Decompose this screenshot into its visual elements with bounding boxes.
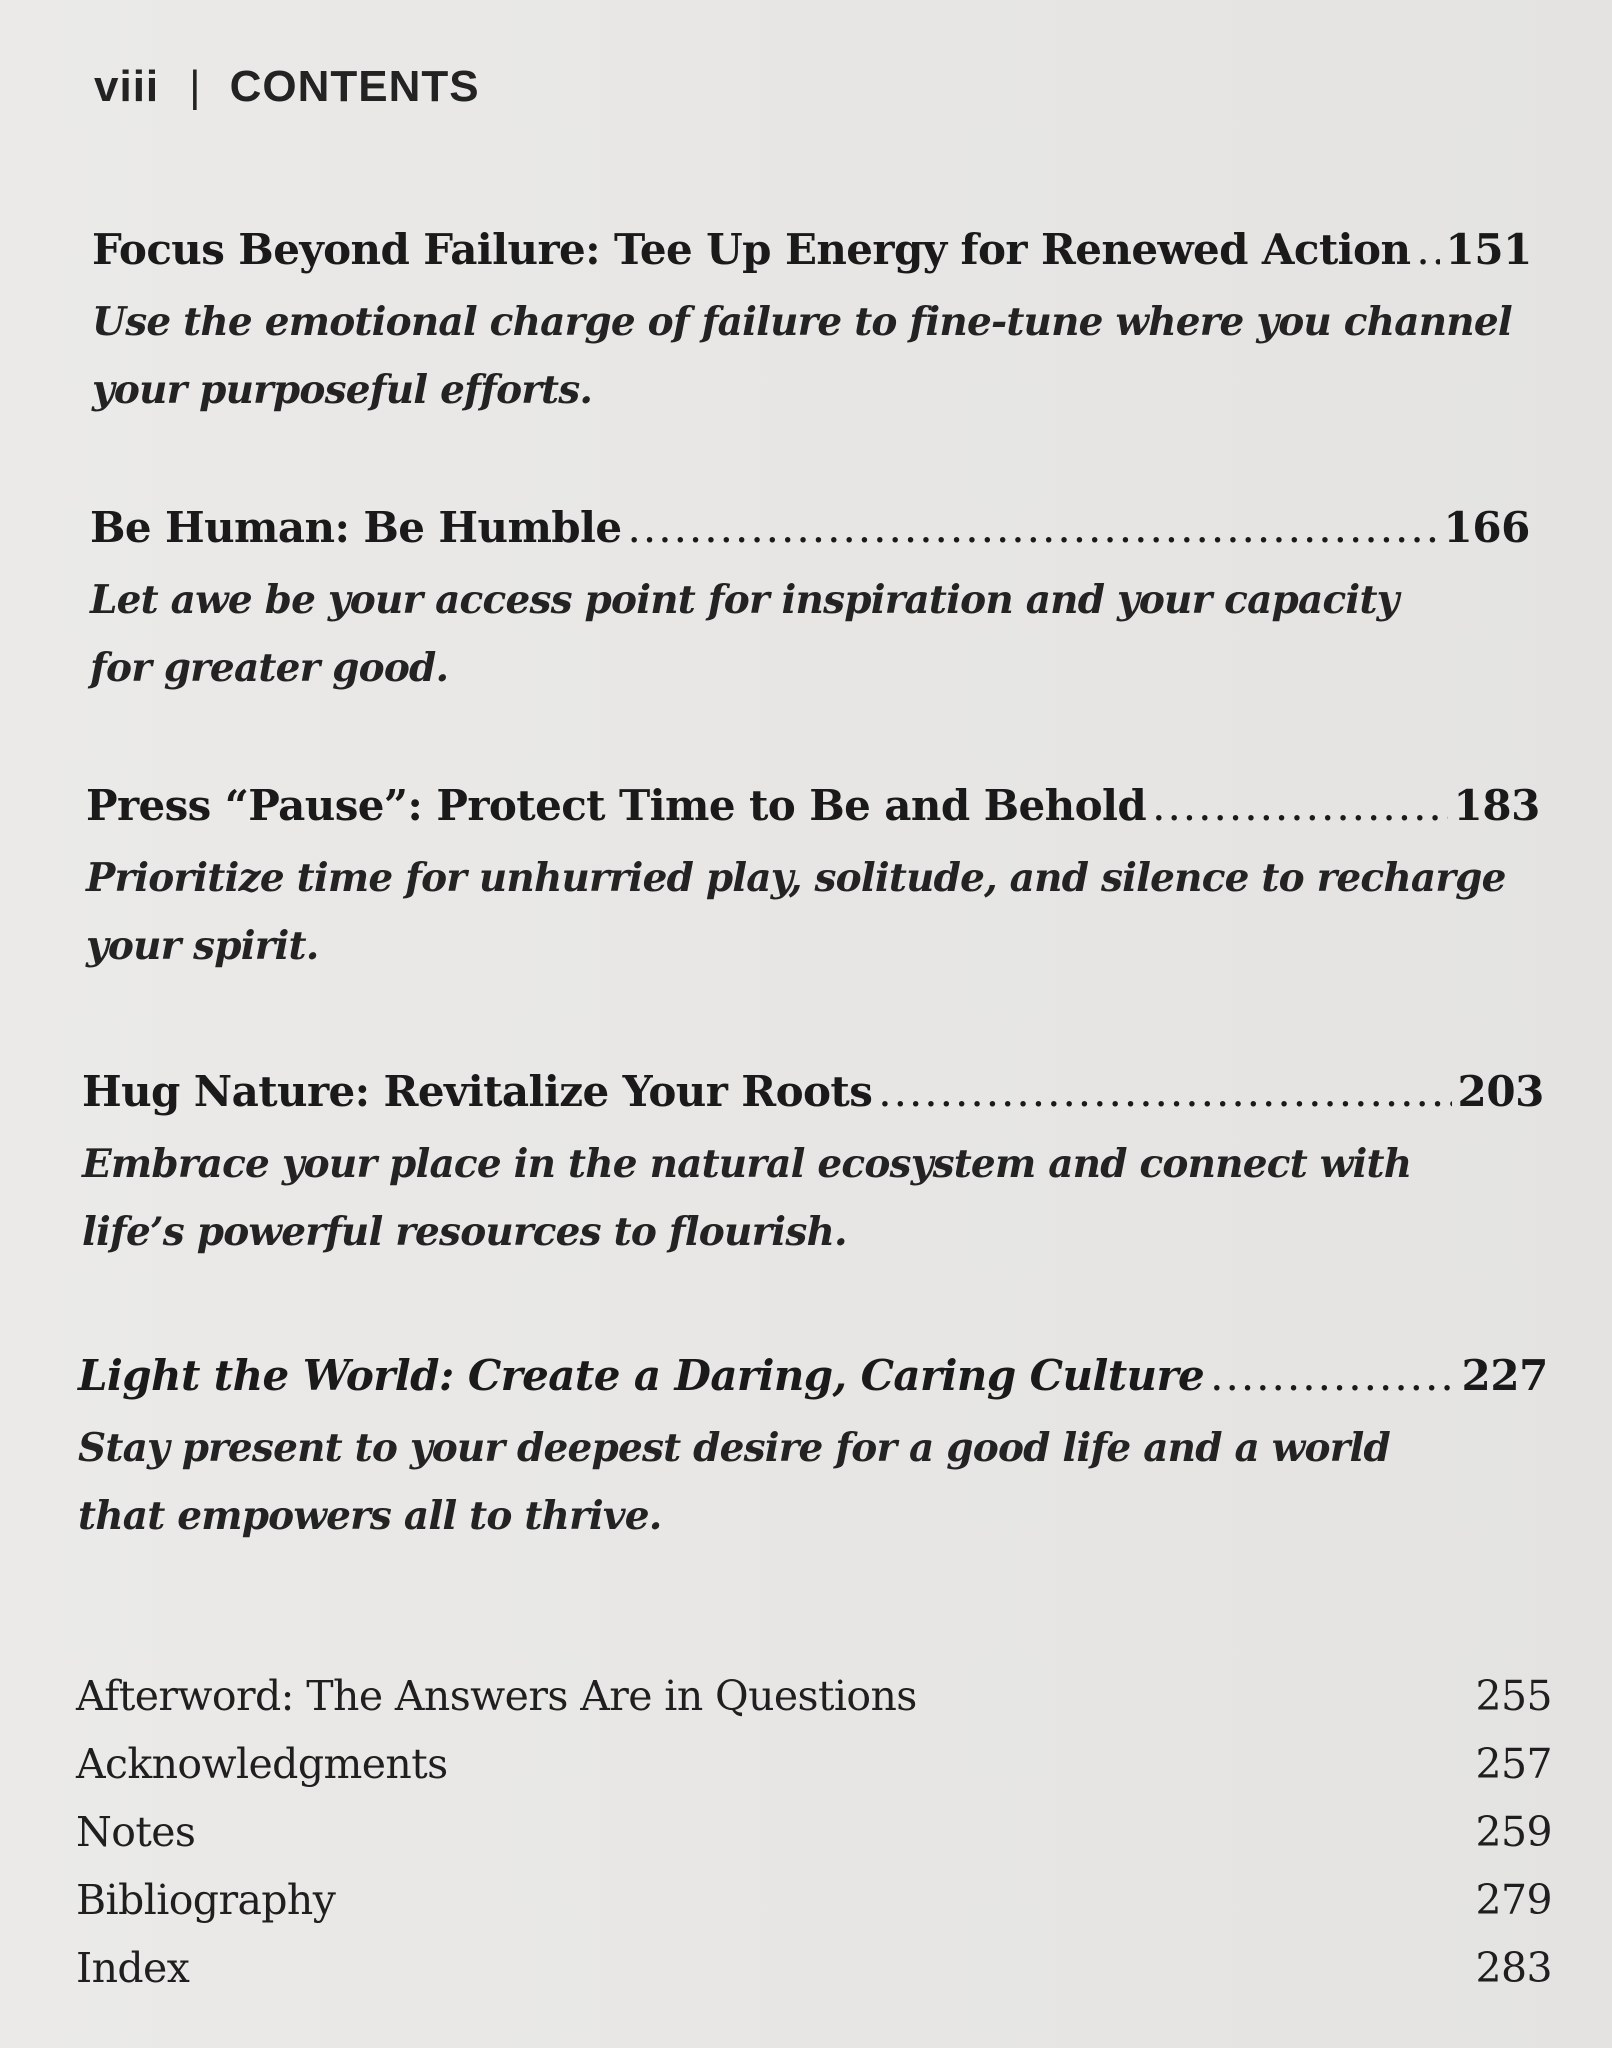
backmatter-title: Bibliography (76, 1876, 336, 1924)
toc-entry-page: 183 (1453, 781, 1540, 830)
backmatter-title: Acknowledgments (76, 1740, 448, 1788)
backmatter-item-bibliography (76, 1866, 1552, 1934)
toc-entry-heading (82, 1064, 1544, 1120)
toc-entry-description: Stay present to your deepest desire for a good life and a world that empowers all to thrive. (78, 1425, 1390, 1539)
toc-entry-heading (86, 778, 1540, 834)
toc-entry-hug-nature (82, 1064, 1544, 1266)
backmatter-list (76, 1662, 1552, 2002)
dot-leader (1210, 1348, 1455, 1404)
toc-entry-title: Press “Pause”: Protect Time to Be and Behold (86, 781, 1147, 830)
toc-entry-heading (92, 222, 1532, 278)
backmatter-title: Afterword: The Answers Are in Questions (76, 1672, 917, 1720)
toc-entry-heading (90, 500, 1530, 556)
dot-leader (628, 500, 1438, 556)
toc-entry-title: Focus Beyond Failure: Tee Up Energy for Renewed Action (92, 225, 1411, 274)
toc-entry-page: 227 (1461, 1351, 1548, 1400)
backmatter-title: Index (76, 1944, 190, 1992)
dot-leader (878, 1064, 1451, 1120)
dot-leader (1152, 778, 1447, 834)
backmatter-page: 257 (1475, 1740, 1552, 1788)
backmatter-item-afterword (76, 1662, 1552, 1730)
toc-entry-focus-beyond-failure (92, 222, 1532, 424)
page-label: viii (94, 62, 160, 111)
dot-leader (1416, 222, 1439, 278)
backmatter-page: 255 (1475, 1672, 1552, 1720)
backmatter-item-notes (76, 1798, 1552, 1866)
backmatter-page: 279 (1475, 1876, 1552, 1924)
backmatter-item-acknowledgments (76, 1730, 1552, 1798)
toc-entry-page: 166 (1443, 503, 1530, 552)
toc-entry-description: Embrace your place in the natural ecosystem and connect with life’s powerful resources to flourish. (82, 1141, 1412, 1255)
backmatter-title: Notes (76, 1808, 196, 1856)
toc-entry-title: Light the World: Create a Daring, Caring Culture (78, 1351, 1205, 1400)
toc-entry-title: Hug Nature: Revitalize Your Roots (82, 1067, 873, 1116)
backmatter-page: 259 (1475, 1808, 1552, 1856)
running-head (94, 62, 480, 112)
toc-entry-page: 203 (1457, 1067, 1544, 1116)
header-separator: | (189, 62, 202, 111)
toc-entry-page: 151 (1445, 225, 1532, 274)
toc-entry-heading (78, 1348, 1548, 1404)
toc-entry-description: Use the emotional charge of failure to fine-tune where you channel your purposeful efforts. (92, 299, 1512, 413)
backmatter-item-index (76, 1934, 1552, 2002)
toc-entry-description: Prioritize time for unhurried play, solitude, and silence to recharge your spirit. (86, 855, 1506, 969)
toc-entry-press-pause (86, 778, 1540, 980)
toc-entry-title: Be Human: Be Humble (90, 503, 622, 552)
toc-entry-description: Let awe be your access point for inspiration and your capacity for greater good. (90, 577, 1399, 691)
backmatter-page: 283 (1475, 1944, 1552, 1992)
section-title: CONTENTS (229, 62, 480, 111)
toc-entry-be-human (90, 500, 1530, 702)
toc-entry-light-the-world (78, 1348, 1548, 1550)
